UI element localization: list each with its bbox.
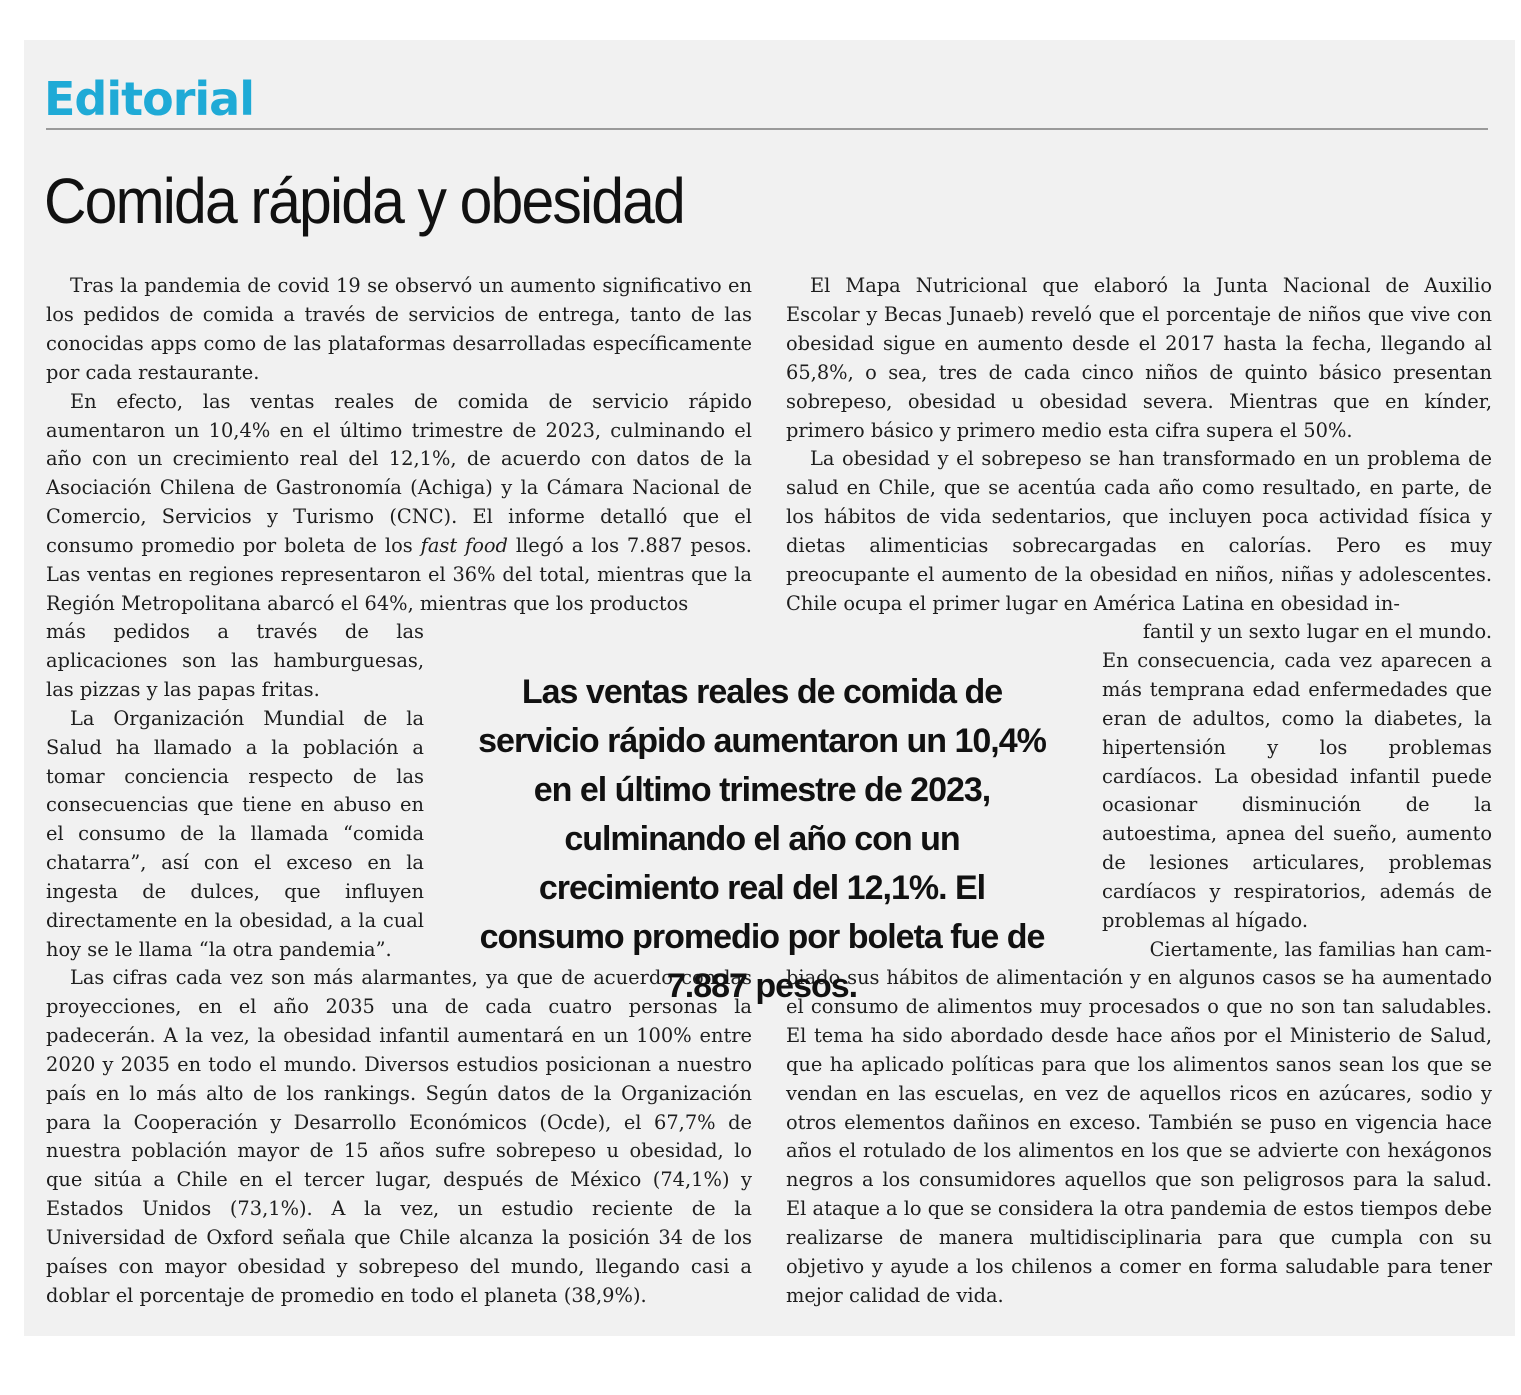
column-2-narrow xyxy=(1102,618,1492,965)
text-run: En efecto, las ventas reales de comida de servicio rápido aumentaron un 10,4% en el último trimestre de 2023, culminando el año con un crecimiento real del 12,1%, de acuerdo con datos de la Asociación Chilena de Gastronomía (Achiga) y la Cámara Nacional de Comercio, Servicios y Turismo (CNC). El informe detalló que el consumo promedio por boleta de los xyxy=(46,389,752,558)
section-divider xyxy=(46,128,1488,130)
paragraph: En consecuencia, cada vez aparecen a más temprana edad enfermedades que eran de adultos, como la diabetes, la hipertensión y los problemas cardíacos. La obesidad infantil puede ocasionar disminución de la autoestima, apnea del sueño, aumento de lesiones articulares, problemas cardíacos y respiratorios, además de problemas al hígado. xyxy=(1102,648,1492,933)
paragraph: biado sus hábitos de alimentación y en algunos casos se ha aumentado el consumo de alimentos muy procesados o que no son tan saludables. El tema ha sido abordado desde hace años por el Ministerio de Salud, que ha aplicado políticas para que los alimentos sanos sean los que se vendan en las escuelas, en vez de aquellos ricos en azúcares, sodio y otros elementos dañinos en exceso. También se puso en vigencia hace años el rotulado de los alimentos en los que se advierte con hexágonos negros a los consumidores aquellos que son peligrosos para la salud. El ataque a lo que se considera la otra pandemia de estos tiempos debe realizarse de manera multidisciplinaria para que cumpla con su objetivo y ayude a los chilenos a comer en forma saludable para tener mejor calidad de vida. xyxy=(786,966,1492,1307)
paragraph: más pedidos a través de las aplicaciones son las hamburguesas, las pizzas y las papas fritas. xyxy=(46,620,424,701)
column-1-bottom xyxy=(46,964,752,1311)
column-1-top xyxy=(46,272,752,619)
headline: Comida rápida y obesidad xyxy=(44,165,684,237)
column-2-top xyxy=(786,272,1492,619)
paragraph: Tras la pandemia de covid 19 se observó un aumento significativo en los pedidos de comida a través de servicios de entrega, tanto de las conocidas apps como de las plataformas desarrolladas específicamente por cada restaurante. xyxy=(46,274,752,384)
paragraph: Ciertamente, las familias han cam- xyxy=(1149,937,1492,961)
paragraph: El Mapa Nutricional que elaboró la Junta Nacional de Auxilio Escolar y Becas Junaeb) reveló que el porcentaje de niños que vive con obesidad sigue en aumento desde el 2017 hasta la fecha, llegando al 65,8%, o sea, tres de cada cinco niños de quinto básico presentan sobrepeso, obesidad u obesidad severa. Mientras que en kínder, primero básico y primero medio esta cifra supera el 50%. xyxy=(786,274,1492,442)
pull-quote: Las ventas reales de comida de servicio rápido aumentaron un 10,4% en el último trimestre de 2023, culminando el año con un crecimiento real del 12,1%. El consumo promedio por boleta fue de 7.887 pesos. xyxy=(478,673,1046,1005)
column-1-narrow xyxy=(46,618,424,965)
paragraph: La Organización Mundial de la Salud ha llamado a la población a tomar conciencia respecto de las consecuencias que tiene en abuso en el consumo de la llamada “comida chatarra”, así con el exceso en la ingesta de dulces, que influyen directamente en la obesidad, a la cual hoy se le llama “la otra pandemia”. xyxy=(46,706,424,961)
text-run: llegó a los 7.887 pesos. Las ventas en regiones representaron el 36% del total, mientras que la Región Metropolitana abarcó el 64%, mientras que los productos xyxy=(46,534,752,615)
italic-term: fast food xyxy=(420,534,508,558)
column-2-bottom xyxy=(786,964,1492,1311)
paragraph: La obesidad y el sobrepeso se han transformado en un problema de salud en Chile, que se acentúa cada año como resultado, en parte, de los hábitos de vida sedentarios, que incluyen poca actividad física y dietas alimenticias sobrecargadas en calorías. Pero es muy preocupante el aumento de la obesidad en niños, niñas y adolescentes. Chile ocupa el primer lugar en América Latina en obesidad in- xyxy=(786,447,1492,615)
section-label: Editorial xyxy=(44,72,254,126)
paragraph xyxy=(46,388,752,619)
paragraph: fantil y un sexto lugar en el mundo. xyxy=(1142,620,1492,643)
paragraph: Las cifras cada vez son más alarmantes, ya que de acuerdo con las proyecciones, en el año 2035 una de cada cuatro personas la padecerán. A la vez, la obesidad infantil aumentará en un 100% entre 2020 y 2035 en todo el mundo. Diversos estudios posicionan a nuestro país en lo más alto de los rankings. Según datos de la Organización para la Cooperación y Desarrollo Económicos (Ocde), el 67,7% de nuestra población mayor de 15 años sufre sobrepeso u obesidad, lo que sitúa a Chile en el tercer lugar, después de México (74,1%) y Estados Unidos (73,1%). A la vez, un estudio reciente de la Universidad de Oxford señala que Chile alcanza la posición 34 de los países con mayor obesidad y sobrepeso del mundo, llegando casi a doblar el porcentaje de promedio en todo el planeta (38,9%). xyxy=(46,966,752,1307)
